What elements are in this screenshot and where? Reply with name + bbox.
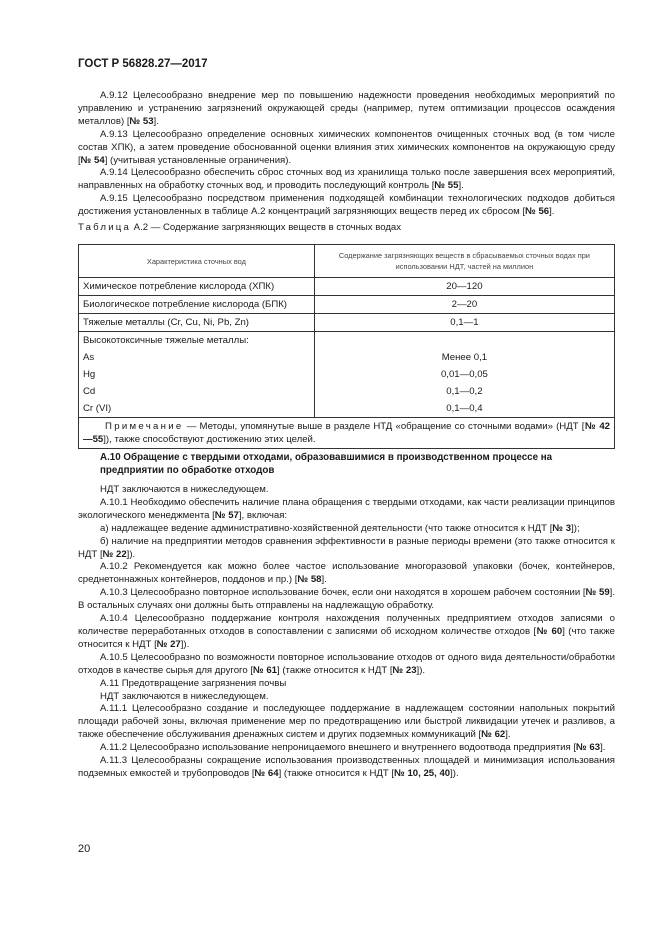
table-row bbox=[79, 314, 615, 332]
paragraph bbox=[78, 691, 615, 704]
paragraph-text: а) надлежащее ведение административно-хозяйственной деятельности (что также относится к НДТ [ bbox=[100, 522, 553, 534]
table-cell: 0,1—0,2 bbox=[314, 383, 614, 400]
reference-number: № 62 bbox=[481, 729, 506, 741]
paragraph bbox=[78, 536, 615, 562]
reference-number: № 3 bbox=[552, 522, 572, 534]
table-cell: Cd bbox=[79, 383, 315, 400]
reference-number: № 58 bbox=[297, 574, 322, 586]
table-group-row bbox=[79, 332, 615, 350]
reference-number: № 57 bbox=[214, 509, 239, 521]
reference-number: № 27 bbox=[156, 638, 181, 650]
table-cell: 2—20 bbox=[314, 296, 614, 314]
paragraph-text: ]. bbox=[600, 742, 606, 754]
paragraph-text: ]. В остальных случаях они должны быть отправлены на надлежащую обработку. bbox=[78, 587, 615, 612]
note-end: ]), также способствуют достижению этих целей. bbox=[103, 434, 316, 445]
section-heading: А.10 Обращение с твердыми отходами, образовавшимися в производственном процессе на предприятии по обработке отходов bbox=[100, 452, 553, 476]
paragraph bbox=[78, 129, 615, 168]
reference-number: № 60 bbox=[536, 625, 563, 637]
paragraph-text: НДТ заключаются в нижеследующем. bbox=[100, 484, 269, 495]
table-cell-empty bbox=[314, 332, 614, 350]
table-group-label: Высокотоксичные тяжелые металлы: bbox=[79, 332, 315, 350]
table-row bbox=[79, 278, 615, 296]
paragraph-text: НДТ заключаются в нижеследующем. bbox=[100, 690, 269, 702]
reference-number: № 55 bbox=[434, 180, 459, 192]
table-note-row bbox=[79, 418, 615, 449]
paragraph-text: ]). bbox=[450, 767, 459, 779]
reference-number: № 64 bbox=[254, 767, 279, 779]
paragraph-text: А.9.13 Целесообразно определение основных химических компонентов очищенных сточных вод (в том числе состав ХПК), а затем проведение обоснованной оценки влияния этих химических компонентов на окружающую среду [ bbox=[78, 128, 615, 166]
paragraph-text: А.9.15 Целесообразно посредством применения подходящей комбинации технологических подходов добиться достижения установленных в таблице А.2 концентраций загрязняющих веществ перед их сбросом [ bbox=[78, 193, 615, 218]
paragraphs-a9 bbox=[78, 90, 615, 219]
table-row bbox=[79, 349, 615, 366]
table-cell: 0,1—0,4 bbox=[314, 400, 614, 418]
table-row bbox=[79, 366, 615, 383]
table-cell: Тяжелые металлы (Cr, Cu, Ni, Pb, Zn) bbox=[79, 314, 315, 332]
paragraph-text: А.9.12 Целесообразно внедрение мер по повышению надежности проведения необходимых мероприятий по управлению и устранению загрязнений окружающей среды (например, путем оптимизации процессов осаждения металлов) [ bbox=[78, 90, 615, 127]
paragraph-text: ]. bbox=[321, 574, 327, 586]
paragraph-text: б) наличие на предприятии методов сравнения эффективности в разные периоды времени (это также относится к НДТ [ bbox=[78, 535, 615, 560]
paragraph-text: ] (что также относится к НДТ [ bbox=[78, 625, 616, 650]
reference-number: № 61 bbox=[252, 664, 278, 676]
paragraph-text: А.11 Предотвращение загрязнения почвы bbox=[100, 677, 287, 689]
table-cell: Химическое потребление кислорода (ХПК) bbox=[79, 278, 315, 296]
paragraph-text: А.11.2 Целесообразно использование непроницаемого внешнего и внутреннего водоотвода предприятия [ bbox=[100, 742, 577, 754]
paragraph bbox=[78, 497, 615, 523]
reference-number: № 56 bbox=[525, 206, 550, 218]
paragraph-text: А.10.2 Рекомендуется как можно более частое использование многоразовой упаковки (бочек, контейнеров, среднетоннажных контейнеров, поддонов и пр.) [ bbox=[78, 561, 615, 586]
paragraph-text: А.10.5 Целесообразно по возможности повторное использование отходов от одного вида деятельности/обработки отходов в качестве сырья для другого [ bbox=[78, 651, 615, 676]
note-ref: № 42—55 bbox=[83, 421, 610, 445]
paragraph bbox=[78, 587, 615, 613]
table-row bbox=[79, 296, 615, 314]
table-cell: Hg bbox=[79, 366, 315, 383]
paragraph bbox=[78, 484, 615, 497]
reference-number: № 10, 25, 40 bbox=[394, 767, 451, 779]
note-text: — Методы, упомянутые выше в разделе НТД «обращение со сточными водами» (НДТ [ bbox=[183, 421, 585, 432]
reference-number: № 59 bbox=[585, 587, 610, 599]
reference-number: № 53 bbox=[129, 115, 154, 127]
paragraph bbox=[78, 652, 615, 678]
paragraph bbox=[78, 613, 615, 652]
table-cell: Cr (VI) bbox=[79, 400, 315, 418]
table-header-content: Содержание загрязняющих веществ в сбрасываемых сточных водах при использовании НДТ, частей на миллион bbox=[314, 245, 614, 278]
document-header: ГОСТ Р 56828.27—2017 bbox=[78, 58, 208, 70]
table-row bbox=[79, 400, 615, 418]
paragraph-text: ] (учитывая установленные ограничения). bbox=[104, 154, 292, 166]
paragraph-text: ] (также относится к НДТ [ bbox=[277, 664, 393, 676]
note-word: Примечание bbox=[105, 421, 184, 432]
reference-number: № 63 bbox=[576, 742, 601, 754]
paragraph-text: А.11.3 Целесообразны сокращение использования производственных площадей и минимизация использования подземных емкостей и трубопроводов [ bbox=[78, 755, 615, 779]
reference-number: № 54 bbox=[80, 154, 105, 166]
table-caption bbox=[78, 222, 401, 233]
table-header-characteristic: Характеристика сточных вод bbox=[79, 245, 315, 278]
table-cell: 0,01—0,05 bbox=[314, 366, 614, 383]
table-caption-text: А.2 — Содержание загрязняющих веществ в сточных водах bbox=[131, 222, 402, 233]
paragraph bbox=[78, 703, 615, 742]
paragraph-text: ] (также относится к НДТ [ bbox=[278, 767, 395, 779]
table-cell: 0,1—1 bbox=[314, 314, 614, 332]
paragraph-text: ]. bbox=[549, 206, 555, 218]
paragraph-text: А.10.1 Необходимо обеспечить наличие плана обращения с твердыми отходами, как части реализации принципов экологического менеджмента [ bbox=[78, 496, 615, 521]
pollutants-table bbox=[78, 244, 615, 449]
paragraph-text: А.10.3 Целесообразно повторное использование бочек, если они находятся в хорошем рабочем состоянии [ bbox=[100, 587, 586, 599]
paragraph-text: ]). bbox=[180, 638, 190, 650]
paragraph-text: А.9.14 Целесообразно обеспечить сброс сточных вод из хранилища только после завершения всех мероприятий, направленных на обработку сточных вод, и проводить последующий контроль [ bbox=[78, 167, 615, 192]
paragraph-text: А.10.4 Целесообразно поддержание контроля нахождения полученных предприятием отходов записями о количестве переработанных отходов в сопоставлении с записями об исходном количестве отходов [ bbox=[78, 613, 615, 637]
paragraph-text: ]. bbox=[458, 180, 464, 192]
reference-number: № 22 bbox=[102, 548, 127, 560]
table-cell: Менее 0,1 bbox=[314, 349, 614, 366]
paragraph bbox=[78, 193, 615, 219]
page-number: 20 bbox=[78, 843, 91, 855]
paragraph bbox=[78, 167, 615, 193]
table-cell: 20—120 bbox=[314, 278, 614, 296]
paragraph bbox=[78, 561, 615, 587]
table-row bbox=[79, 383, 615, 400]
paragraph-text: А.11.1 Целесообразно создание и последующее поддержание в надлежащем состоянии напольных покрытий площади рабочей зоны, включая применение мер по предотвращению или быстрой ликвидации утечек и разливов, а также обеспечение обслуживания дренажных систем и других подземных коммуникаций [ bbox=[78, 703, 615, 741]
reference-number: № 23 bbox=[392, 664, 417, 676]
paragraph-text: ], включая: bbox=[238, 509, 288, 521]
table-cell: Биологическое потребление кислорода (БПК) bbox=[79, 296, 315, 314]
paragraph bbox=[78, 742, 615, 755]
table-note bbox=[79, 418, 615, 449]
paragraph bbox=[78, 90, 615, 129]
table-caption-word: Таблица bbox=[78, 222, 132, 233]
paragraph-text: ]). bbox=[126, 548, 136, 560]
paragraph-text: ]); bbox=[571, 522, 580, 534]
paragraph bbox=[78, 678, 615, 691]
paragraph-text: ]. bbox=[153, 115, 159, 127]
paragraph bbox=[78, 755, 615, 781]
paragraph-text: ]. bbox=[505, 729, 511, 741]
paragraph bbox=[78, 523, 615, 536]
paragraphs-a10-a11 bbox=[78, 484, 615, 781]
table-cell: As bbox=[79, 349, 315, 366]
paragraph-text: ]). bbox=[416, 664, 426, 676]
